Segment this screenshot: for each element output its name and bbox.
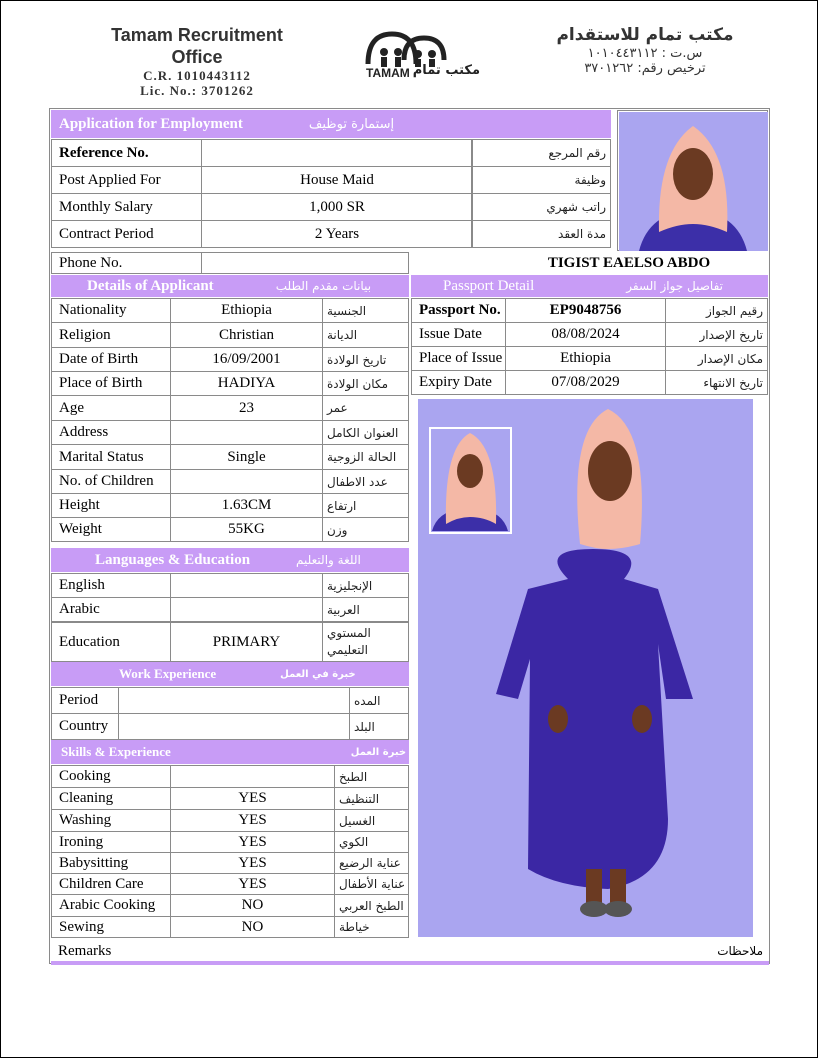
details-row-label-ar: العنوان الكامل — [322, 420, 409, 445]
language-row-value[interactable] — [170, 597, 323, 622]
languages-title-ar: اللغة والتعليم — [296, 553, 361, 567]
details-row-value[interactable]: 55KG — [170, 517, 323, 542]
skill-row-label-ar: عناية الرضيع — [334, 852, 409, 874]
company-name-ar: مكتب تمام للاستقدام — [556, 25, 734, 45]
application-title-ar: إستمارة توظيف — [308, 116, 395, 132]
letterhead — [0, 24, 818, 98]
passport-row-label-ar: تاريخ الانتهاء — [665, 370, 768, 395]
details-row-label: Place of Birth — [51, 371, 171, 396]
details-row-value[interactable] — [170, 420, 323, 445]
portrait-photo-frame — [617, 110, 768, 251]
passport-row-value[interactable]: 08/08/2024 — [505, 322, 666, 347]
passport-title-en: Passport Detail — [443, 277, 535, 294]
details-row-value[interactable]: Single — [170, 444, 323, 470]
details-row-label: Religion — [51, 322, 171, 348]
details-row-label: Height — [51, 493, 171, 518]
details-row-label: No. of Children — [51, 469, 171, 494]
portrait-photo — [619, 112, 768, 251]
language-row-label-ar: العربية — [322, 597, 409, 622]
license-number-ar: ترخيص رقم: ٣٧٠١٢٦٢ — [584, 61, 706, 76]
work-row-label: Period — [51, 687, 119, 714]
work-title-ar: خبرة في العمل — [280, 668, 356, 680]
application-row-value[interactable]: House Maid — [201, 166, 473, 194]
skill-row-label-ar: عناية الأطفال — [334, 873, 409, 895]
details-title-en: Details of Applicant — [87, 277, 214, 294]
details-row-value[interactable]: 16/09/2001 — [170, 347, 323, 372]
application-row-value[interactable]: 2 Years — [201, 220, 473, 248]
remarks-label: Remarks — [58, 942, 112, 959]
logo-text-ar: مكتب تمام — [412, 63, 480, 78]
application-row-label: Reference No. — [51, 139, 202, 167]
skill-row-value[interactable] — [170, 765, 335, 788]
work-title-en: Work Experience — [119, 666, 217, 681]
education-label-ar-1: المستوي — [327, 626, 371, 640]
details-row-value[interactable]: 23 — [170, 395, 323, 421]
details-title-bar — [51, 275, 409, 297]
application-row-label: Monthly Salary — [51, 193, 202, 221]
application-row-label-ar: رقم المرجع — [471, 139, 611, 167]
passport-row-value[interactable]: Ethiopia — [505, 346, 666, 371]
details-row-label: Age — [51, 395, 171, 421]
cr-number-en: C.R. 1010443112 — [143, 68, 251, 83]
details-row-label-ar: عمر — [322, 395, 409, 421]
work-row-label-ar: المده — [349, 687, 409, 714]
work-row-label-ar: البلد — [349, 713, 409, 740]
education-value[interactable]: PRIMARY — [170, 622, 323, 662]
tamam-logo — [362, 24, 484, 80]
passport-row-label: Issue Date — [411, 322, 506, 347]
skill-row-label: Children Care — [51, 873, 171, 895]
details-title-ar: بيانات مقدم الطلب — [275, 279, 372, 293]
details-row-value[interactable]: 1.63CM — [170, 493, 323, 518]
application-row-label-ar: وظيفة — [471, 166, 611, 194]
skills-title-bar — [51, 740, 409, 764]
passport-row-value[interactable]: 07/08/2029 — [505, 370, 666, 395]
skill-row-label: Cooking — [51, 765, 171, 788]
details-row-label-ar: الحالة الزوجية — [322, 444, 409, 470]
phone-value[interactable] — [201, 252, 409, 274]
passport-row-label-ar: تاريخ الإصدار — [665, 322, 768, 347]
education-label: Education — [51, 622, 171, 662]
skills-title-en: Skills & Experience — [61, 744, 171, 759]
details-row-label-ar: مكان الولادة — [322, 371, 409, 396]
details-row-label-ar: الجنسية — [322, 298, 409, 323]
skill-row-value[interactable]: YES — [170, 787, 335, 810]
application-title-bar — [51, 110, 611, 138]
application-row-label: Post Applied For — [51, 166, 202, 194]
application-row-label: Contract Period — [51, 220, 202, 248]
language-row-label: English — [51, 573, 171, 598]
passport-title-ar: تفاصيل جواز السفر — [626, 279, 723, 293]
details-row-label-ar: ارتفاع — [322, 493, 409, 518]
details-row-value[interactable]: HADIYA — [170, 371, 323, 396]
education-label-ar — [322, 622, 409, 662]
work-row-value[interactable] — [118, 713, 350, 740]
applicant-name: TIGIST EAELSO ABDO — [547, 255, 711, 271]
skill-row-label: Sewing — [51, 916, 171, 938]
details-row-label: Address — [51, 420, 171, 445]
logo-text-en: TAMAM — [366, 66, 410, 80]
full-body-photo — [418, 399, 753, 937]
application-row-value[interactable]: 1,000 SR — [201, 193, 473, 221]
skill-row-label: Ironing — [51, 831, 171, 853]
details-row-label-ar: وزن — [322, 517, 409, 542]
details-row-label: Weight — [51, 517, 171, 542]
passport-row-label: Expiry Date — [411, 370, 506, 395]
skill-row-value[interactable]: YES — [170, 873, 335, 895]
application-row-label-ar: راتب شهري — [471, 193, 611, 221]
application-row-label-ar: مدة العقد — [471, 220, 611, 248]
skill-row-value[interactable]: YES — [170, 852, 335, 874]
work-row-value[interactable] — [118, 687, 350, 714]
language-row-label-ar: الإنجليزية — [322, 573, 409, 598]
details-row-label-ar: الديانة — [322, 322, 409, 348]
skill-row-label-ar: الغسيل — [334, 809, 409, 832]
skill-row-value[interactable]: YES — [170, 809, 335, 832]
skill-row-label-ar: الكوي — [334, 831, 409, 853]
company-name-en: Tamam Recruitment Office — [111, 25, 283, 67]
passport-row-value[interactable]: EP9048756 — [505, 298, 666, 323]
skill-row-label: Babysitting — [51, 852, 171, 874]
details-row-value[interactable]: Ethiopia — [170, 298, 323, 323]
cr-number-ar: س.ت : ١٠١٠٤٤٣١١٢ — [587, 46, 703, 61]
application-title-en: Application for Employment — [59, 115, 243, 132]
company-info-ar — [540, 24, 750, 76]
skill-row-label-ar: التنظيف — [334, 787, 409, 810]
skills-title-ar: خبرة العمل — [350, 746, 407, 758]
skill-row-value[interactable]: YES — [170, 831, 335, 853]
passport-row-label-ar: رقيم الجواز — [665, 298, 768, 323]
remarks-label-ar: ملاحظات — [717, 944, 763, 958]
skill-row-value[interactable]: NO — [170, 916, 335, 938]
work-row-label: Country — [51, 713, 119, 740]
language-row-label: Arabic — [51, 597, 171, 622]
application-row-value[interactable] — [201, 139, 473, 167]
languages-title-en: Languages & Education — [95, 551, 251, 568]
details-row-label: Date of Birth — [51, 347, 171, 372]
details-row-label-ar: تاريخ الولادة — [322, 347, 409, 372]
license-number-en: Lic. No.: 3701262 — [140, 83, 254, 98]
skill-row-label-ar: الطبخ — [334, 765, 409, 788]
details-row-value[interactable]: Christian — [170, 322, 323, 348]
company-info-en — [92, 24, 302, 98]
education-label-ar-2: التعليمي — [327, 643, 368, 657]
remarks-bottom-bar — [51, 961, 769, 965]
passport-title-bar — [411, 275, 768, 297]
details-row-label-ar: عدد الاطفال — [322, 469, 409, 494]
skill-row-label: Arabic Cooking — [51, 894, 171, 917]
skill-row-value[interactable]: NO — [170, 894, 335, 917]
work-title-bar — [51, 662, 409, 686]
passport-row-label: Place of Issue — [411, 346, 506, 371]
details-row-label: Nationality — [51, 298, 171, 323]
phone-label: Phone No. — [51, 252, 202, 274]
skill-row-label-ar: الطبخ العربي — [334, 894, 409, 917]
languages-title-bar — [51, 548, 409, 572]
skill-row-label: Washing — [51, 809, 171, 832]
skill-row-label-ar: خياطة — [334, 916, 409, 938]
remarks-row — [51, 940, 769, 962]
details-row-label: Marital Status — [51, 444, 171, 470]
language-row-value[interactable] — [170, 573, 323, 598]
passport-row-label-ar: مكان الإصدار — [665, 346, 768, 371]
skill-row-label: Cleaning — [51, 787, 171, 810]
passport-row-label: Passport No. — [411, 298, 506, 323]
details-row-value[interactable] — [170, 469, 323, 494]
